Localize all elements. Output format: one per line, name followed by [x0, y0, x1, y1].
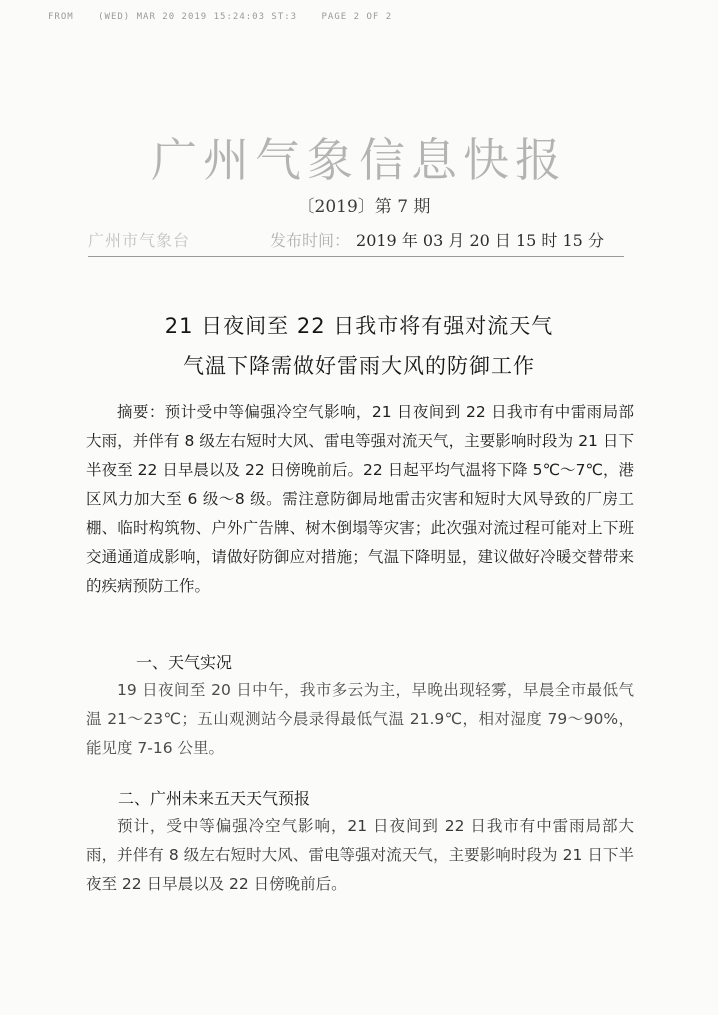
fax-header	[48, 12, 410, 22]
summary-paragraph: 摘要：预计受中等偏强冷空气影响，21 日夜间到 22 日我市有中雷雨局部大雨，并伴有 8 级左右短时大风、雷电等强对流天气，主要影响时段为 21 日下半夜至 22 日早晨以及 22 日傍晚前后。22 日起平均气温将下降 5℃～7℃，港区风力加大至 6 级～8 级。需注意防御局地雷击灾害和短时大风导致的厂房工棚、临时构筑物、户外广告牌、树木倒塌等灾害；此次强对流过程可能对上下班交通通道成影响，请做好防御应对措施；气温下降明显，建议做好冷暖交替带来的疾病预防工作。	[86, 403, 634, 595]
publish-time-label: 发布时间：	[270, 231, 351, 250]
title-line-1: 21 日夜间至 22 日我市将有强对流天气	[164, 314, 554, 338]
publish-time-value: 2019 年 03 月 20 日 15 时 15 分	[356, 231, 604, 250]
section-1-heading: 一、天气实况	[136, 653, 233, 672]
publisher: 广州市气象台	[88, 231, 191, 250]
header-divider	[88, 256, 624, 257]
title-line-2: 气温下降需做好雷雨大风的防御工作	[183, 354, 535, 378]
issue-number: 〔2019〕第 7 期	[297, 197, 431, 217]
fax-datetime: (WED) MAR 20 2019 15:24:03 ST:3	[98, 12, 298, 22]
fax-page: PAGE 2 OF 2	[321, 12, 393, 22]
masthead: 广州气象信息快报	[151, 133, 567, 187]
section-2-paragraph: 预计，受中等偏强冷空气影响，21 日夜间到 22 日我市有中雷雨局部大雨，并伴有 8 级左右短时大风、雷电等强对流天气，主要影响时段为 21 日下半夜至 22 日早晨以及 22 日傍晚前后。	[86, 817, 634, 893]
section-2-heading: 二、广州未来五天天气预报	[118, 789, 311, 808]
publish-time	[270, 228, 604, 251]
section-1-paragraph: 19 日夜间至 20 日中午，我市多云为主，早晚出现轻雾，早晨全市最低气温 21～23℃；五山观测站今晨录得最低气温 21.9℃，相对湿度 79～90%，能见度 7-16 公里。	[86, 681, 634, 757]
fax-from: FROM	[48, 12, 74, 22]
